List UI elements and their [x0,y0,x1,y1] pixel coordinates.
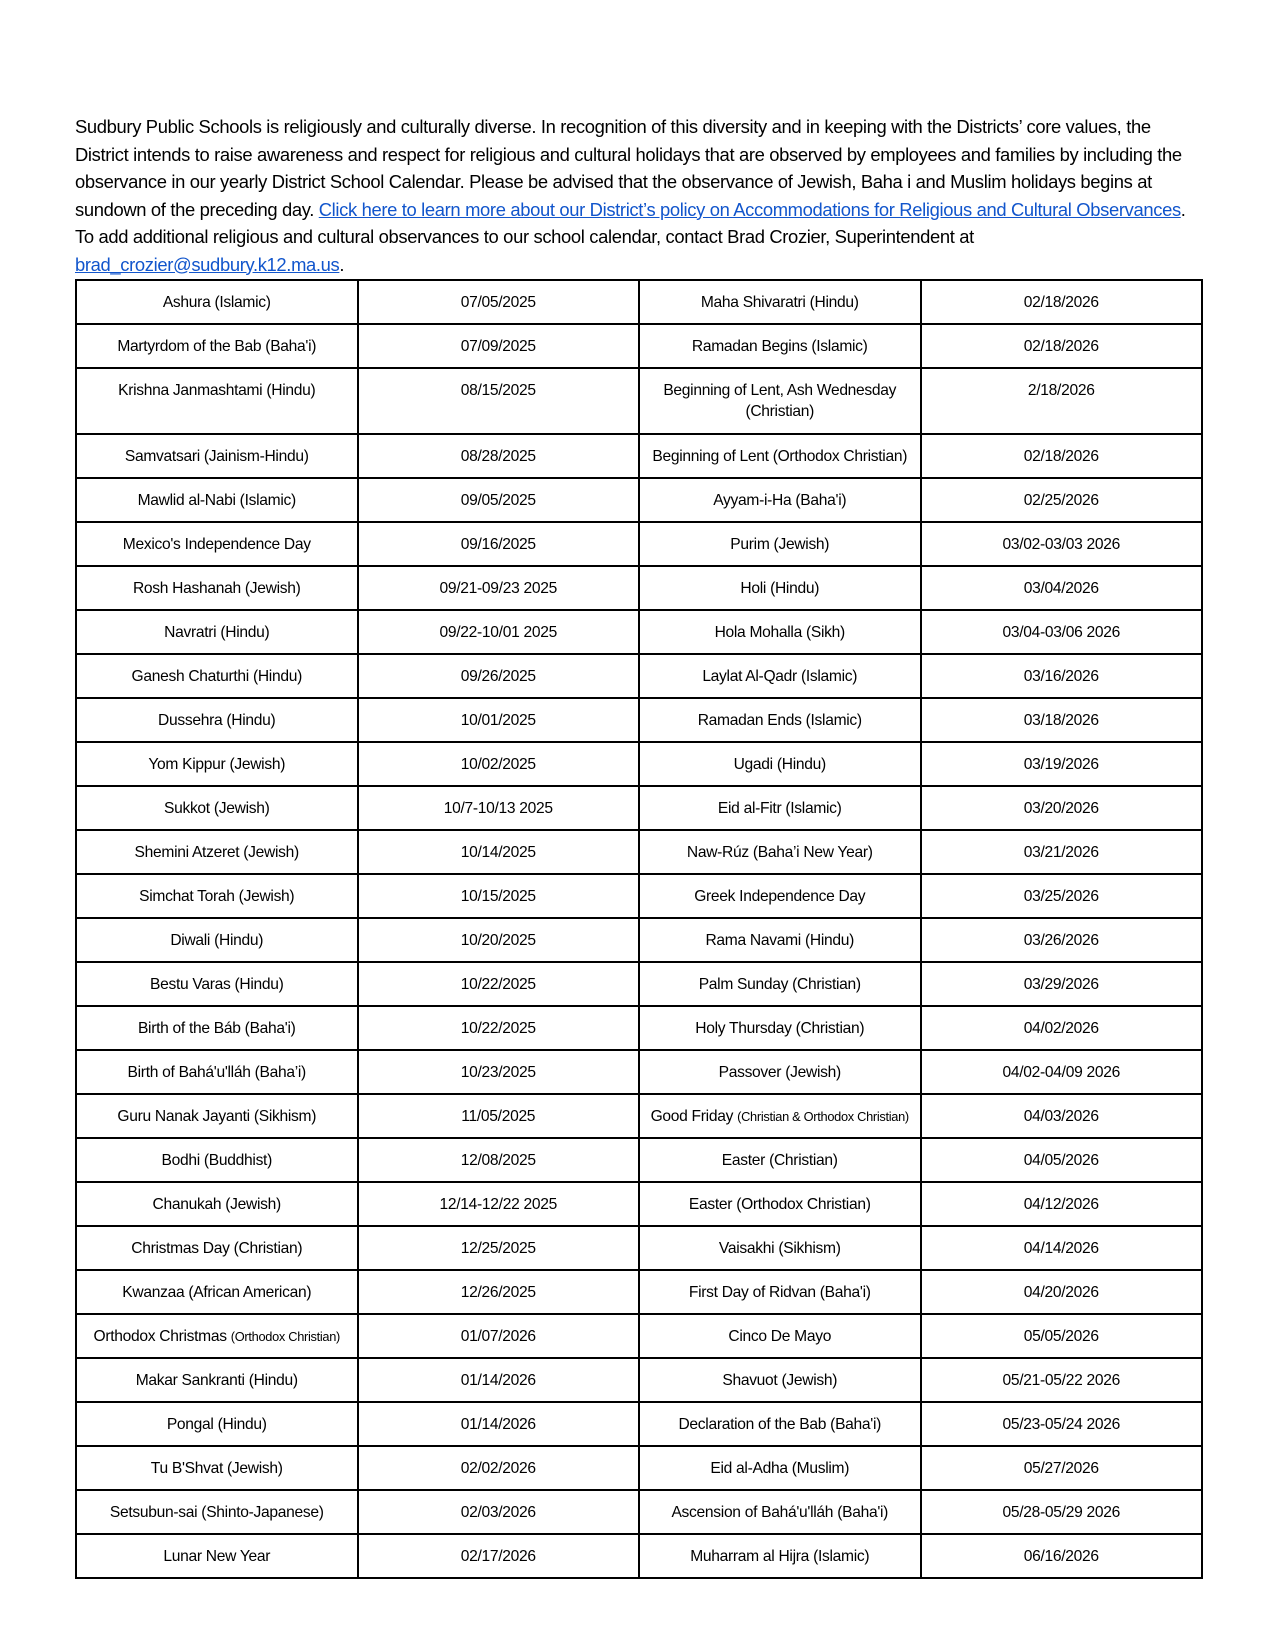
observance-name-cell [639,1094,921,1138]
observance-name-text: Samvatsari (Jainism-Hindu) [124,448,309,465]
observance-name-text: Orthodox Christmas [93,1328,227,1345]
observance-date-cell [921,280,1203,324]
observance-date-cell [921,962,1203,1006]
observance-date-cell [358,1314,640,1358]
observance-date-cell [358,280,640,324]
table-row [76,1050,1202,1094]
observance-name-text: Chanukah (Jewish) [152,1196,281,1213]
table-row [76,786,1202,830]
observance-date-cell [921,1270,1203,1314]
observance-date-text: 04/05/2026 [1023,1152,1099,1169]
observance-name-text: Laylat Al-Qadr (Islamic) [702,668,858,685]
observance-date-text: 09/26/2025 [460,668,536,685]
observance-name-text: Simchat Torah (Jewish) [139,888,295,905]
observance-date-text: 01/14/2026 [460,1416,536,1433]
observance-date-cell [358,478,640,522]
policy-link[interactable]: Click here to learn more about our District’s policy on Accommodations for Religious and Cultural Observances [318,198,1181,220]
observance-name-cell [76,478,358,522]
observance-name-text: Ashura (Islamic) [162,294,271,311]
table-row [76,566,1202,610]
observance-name-cell [76,368,358,434]
observance-name-text: Beginning of Lent (Orthodox Christian) [652,448,908,465]
observance-name-text: Sukkot (Jewish) [163,800,270,817]
observance-name-text: Diwali (Hindu) [170,932,264,949]
observance-date-text: 03/04/2026 [1023,580,1099,597]
table-row [76,830,1202,874]
observance-name-cell [76,1490,358,1534]
observance-date-cell [921,1314,1203,1358]
observance-name-text: Setsubun-sai (Shinto-Japanese) [109,1504,324,1521]
observance-name-text: Ayyam-i-Ha (Baha'i) [713,492,847,509]
observance-name-text: Rosh Hashanah (Jewish) [132,580,301,597]
observance-date-cell [358,918,640,962]
observance-name-text: Shemini Atzeret (Jewish) [134,844,299,861]
observance-date-text: 12/26/2025 [460,1284,536,1301]
table-row [76,1006,1202,1050]
observance-date-text: 10/02/2025 [460,756,536,773]
observance-name-cell [76,434,358,478]
observance-name-text: Muharram al Hijra (Islamic) [690,1548,870,1565]
observance-date-cell [921,522,1203,566]
observance-date-cell [921,1138,1203,1182]
observance-name-cell [76,522,358,566]
intro-text: Sudbury Public Schools is religiously and culturally diverse. In recognition of this diversity and in keeping with the Districts’ core values, the District intends to raise awareness and respect for religious and cultural holidays that are observed by employees and families by including the observance in our yearly District School Calendar. Please be advised that the observance of Jewish, Baha i and Muslim holidays begins at sundown of the preceding day. [75,116,1182,220]
observance-name-cell [76,1050,358,1094]
observance-name-cell [76,324,358,368]
intro-text-middle: . To add additional religious and cultural observances to our school calendar, contact Brad Crozier, Superintendent at [75,198,1186,247]
observance-name-text: Tu B'Shvat (Jewish) [150,1460,283,1477]
table-row [76,1358,1202,1402]
table-row [76,962,1202,1006]
observance-date-text: 10/14/2025 [460,844,536,861]
observance-date-text: 04/14/2026 [1023,1240,1099,1257]
observance-name-text: Ugadi (Hindu) [733,756,826,773]
observance-name-text: Hola Mohalla (Sikh) [714,624,845,641]
observance-date-cell [358,1050,640,1094]
observance-date-text: 07/09/2025 [460,338,536,355]
observance-name-cell [639,1270,921,1314]
observance-name-text: Dussehra (Hindu) [158,712,276,729]
observance-date-text: 10/7-10/13 2025 [443,800,553,817]
observance-name-cell [76,1314,358,1358]
observance-name-cell [76,742,358,786]
observance-name-text: Cinco De Mayo [728,1328,832,1345]
observance-date-text: 04/12/2026 [1023,1196,1099,1213]
observance-date-cell [921,1050,1203,1094]
observance-name-cell [639,368,921,434]
observance-name-cell [76,918,358,962]
table-row [76,654,1202,698]
observance-name-text: Bestu Varas (Hindu) [149,976,284,993]
observance-date-text: 04/02-04/09 2026 [1002,1064,1120,1081]
observance-name-cell [639,280,921,324]
observance-name-text: Eid al-Adha (Muslim) [710,1460,850,1477]
observance-name-text: Ganesh Chaturthi (Hindu) [131,668,302,685]
observance-name-cell [639,654,921,698]
observance-name-cell [76,962,358,1006]
observance-name-cell [639,478,921,522]
observance-name-text: Shavuot (Jewish) [722,1372,838,1389]
observance-date-cell [921,566,1203,610]
table-row [76,698,1202,742]
observance-date-text: 11/05/2025 [461,1108,536,1125]
observance-date-cell [358,1006,640,1050]
observance-date-text: 03/21/2026 [1023,844,1099,861]
observance-name-cell [76,1182,358,1226]
observance-name-cell [76,1534,358,1578]
observance-name-cell [639,610,921,654]
observance-name-cell [76,874,358,918]
observance-name-cell [639,786,921,830]
observance-date-cell [358,522,640,566]
observance-name-cell [76,654,358,698]
observances-table-body [76,280,1202,1578]
observance-name-cell [639,1402,921,1446]
observance-date-text: 07/05/2025 [460,294,536,311]
observance-name-cell [639,874,921,918]
observance-date-cell [358,1094,640,1138]
observance-date-text: 03/29/2026 [1023,976,1099,993]
observance-date-text: 10/15/2025 [460,888,536,905]
observance-date-cell [921,1182,1203,1226]
observance-name-text: Ascension of Bahá'u'lláh (Baha'i) [671,1504,889,1521]
observance-name-cell [639,1314,921,1358]
observance-date-cell [921,368,1203,434]
observance-date-text: 03/04-03/06 2026 [1002,624,1120,641]
observance-date-text: 09/21-09/23 2025 [439,580,557,597]
observance-date-text: 05/27/2026 [1023,1460,1099,1477]
observance-date-cell [921,1006,1203,1050]
observance-name-cell [76,1094,358,1138]
observance-date-text: 02/18/2026 [1023,294,1099,311]
observance-date-text: 03/20/2026 [1023,800,1099,817]
intro-paragraph [75,113,1205,278]
observance-date-text: 2/18/2026 [1027,382,1095,399]
observance-name-cell [76,280,358,324]
observance-name-text: Beginning of Lent, Ash Wednesday (Christian) [663,382,897,420]
observance-name-cell [639,1006,921,1050]
observance-date-cell [358,324,640,368]
observance-date-cell [358,1226,640,1270]
observance-name-cell [639,1226,921,1270]
observance-date-cell [921,324,1203,368]
observance-name-cell [76,610,358,654]
observance-name-cell [639,566,921,610]
observance-date-text: 02/03/2026 [460,1504,536,1521]
observance-name-cell [76,1402,358,1446]
observance-date-cell [921,1490,1203,1534]
observance-name-text: Palm Sunday (Christian) [698,976,861,993]
observance-date-cell [921,742,1203,786]
observance-name-text: Naw-Rúz (Baha’i New Year) [686,844,873,861]
observance-date-cell [358,434,640,478]
observance-name-text: Yom Kippur (Jewish) [148,756,286,773]
observance-name-cell [639,1182,921,1226]
observance-date-cell [358,1138,640,1182]
observance-name-cell [76,786,358,830]
observance-date-cell [921,1446,1203,1490]
observance-date-cell [921,1534,1203,1578]
observance-date-text: 01/14/2026 [460,1372,536,1389]
observance-date-text: 04/20/2026 [1023,1284,1099,1301]
observance-name-text: Eid al-Fitr (Islamic) [717,800,842,817]
observance-date-text: 10/20/2025 [460,932,536,949]
observance-date-text: 12/14-12/22 2025 [439,1196,557,1213]
observance-name-text: Ramadan Ends (Islamic) [697,712,862,729]
table-row [76,1138,1202,1182]
observance-date-cell [921,610,1203,654]
observance-date-cell [358,654,640,698]
observance-date-text: 03/26/2026 [1023,932,1099,949]
observance-name-text: Rama Navami (Hindu) [705,932,855,949]
table-row [76,368,1202,434]
observance-date-cell [358,1402,640,1446]
observance-name-cell [639,1050,921,1094]
observance-date-cell [921,874,1203,918]
observance-name-text: Martyrdom of the Bab (Baha'i) [117,338,317,355]
observance-date-cell [921,698,1203,742]
observance-name-cell [76,698,358,742]
observance-name-text: Purim (Jewish) [730,536,830,553]
observance-name-text: Ramadan Begins (Islamic) [691,338,868,355]
observance-name-text: Easter (Orthodox Christian) [688,1196,871,1213]
observance-name-text: Christmas Day (Christian) [131,1240,303,1257]
observance-date-cell [921,1226,1203,1270]
observance-date-text: 09/05/2025 [460,492,536,509]
observance-name-text: Good Friday [650,1108,734,1125]
observance-date-cell [921,1402,1203,1446]
observance-date-cell [358,786,640,830]
table-row [76,1402,1202,1446]
observance-name-cell [639,1446,921,1490]
observance-name-text: Pongal (Hindu) [166,1416,267,1433]
observance-date-text: 02/18/2026 [1023,338,1099,355]
observance-date-cell [921,830,1203,874]
observance-date-cell [358,1270,640,1314]
observance-name-text: First Day of Ridvan (Baha'i) [688,1284,871,1301]
observance-date-text: 10/22/2025 [460,976,536,993]
observance-date-cell [358,1182,640,1226]
observance-date-text: 03/18/2026 [1023,712,1099,729]
observance-note-text: (Orthodox Christian) [230,1329,341,1344]
observance-name-cell [76,830,358,874]
observance-date-text: 10/22/2025 [460,1020,536,1037]
observance-name-cell [639,918,921,962]
observance-name-cell [76,566,358,610]
observance-date-text: 08/28/2025 [460,448,536,465]
observance-name-cell [639,522,921,566]
observance-date-text: 05/23-05/24 2026 [1002,1416,1120,1433]
observance-date-cell [921,654,1203,698]
table-row [76,1226,1202,1270]
observance-name-cell [639,1534,921,1578]
observance-date-cell [358,368,640,434]
observance-name-cell [639,830,921,874]
observance-date-cell [358,566,640,610]
observance-date-text: 10/01/2025 [460,712,536,729]
observance-name-text: Holi (Hindu) [740,580,820,597]
observance-date-cell [921,1358,1203,1402]
observance-name-cell [76,1226,358,1270]
observance-name-cell [639,962,921,1006]
observance-date-cell [358,1446,640,1490]
observance-name-text: Birth of Bahá'u'lláh (Baha’i) [127,1064,306,1081]
table-row [76,434,1202,478]
observance-name-text: Guru Nanak Jayanti (Sikhism) [117,1108,317,1125]
observance-name-cell [639,434,921,478]
observance-date-text: 03/16/2026 [1023,668,1099,685]
table-row [76,522,1202,566]
observance-date-cell [358,962,640,1006]
observance-name-text: Navratri (Hindu) [164,624,270,641]
table-row [76,478,1202,522]
intro-text-end: . [339,253,345,275]
observance-date-text: 03/19/2026 [1023,756,1099,773]
table-row [76,324,1202,368]
observance-date-text: 02/18/2026 [1023,448,1099,465]
observance-date-text: 12/25/2025 [460,1240,536,1257]
observance-date-text: 01/07/2026 [460,1328,536,1345]
observance-name-text: Lunar New Year [163,1548,271,1565]
observance-name-text: Birth of the Báb (Baha'i) [137,1020,296,1037]
observance-date-cell [358,874,640,918]
observance-date-text: 04/03/2026 [1023,1108,1099,1125]
observance-name-cell [639,324,921,368]
observance-date-text: 03/25/2026 [1023,888,1099,905]
observances-table [75,279,1203,1579]
observance-date-cell [358,610,640,654]
table-row [76,1446,1202,1490]
observance-date-text: 02/02/2026 [460,1460,536,1477]
observance-name-cell [639,1490,921,1534]
table-row [76,1490,1202,1534]
observance-date-cell [358,1490,640,1534]
observance-name-cell [639,1138,921,1182]
observance-name-cell [76,1138,358,1182]
observance-name-text: Mexico's Independence Day [122,536,311,553]
table-row [76,874,1202,918]
observance-date-text: 02/25/2026 [1023,492,1099,509]
observance-date-text: 04/02/2026 [1023,1020,1099,1037]
observance-date-text: 09/22-10/01 2025 [439,624,557,641]
observance-name-cell [76,1446,358,1490]
observance-date-text: 12/08/2025 [460,1152,536,1169]
observance-date-text: 05/28-05/29 2026 [1002,1504,1120,1521]
observance-date-cell [921,918,1203,962]
observance-date-cell [358,1534,640,1578]
observance-name-text: Maha Shivaratri (Hindu) [700,294,859,311]
table-row [76,280,1202,324]
observance-name-text: Mawlid al-Nabi (Islamic) [137,492,296,509]
observance-name-text: Bodhi (Buddhist) [161,1152,272,1169]
observance-name-cell [76,1270,358,1314]
observance-date-text: 05/21-05/22 2026 [1002,1372,1120,1389]
table-row [76,1314,1202,1358]
observance-name-cell [76,1358,358,1402]
observance-name-cell [639,1358,921,1402]
observance-name-text: Easter (Christian) [721,1152,838,1169]
observance-name-cell [639,742,921,786]
observance-date-cell [921,1094,1203,1138]
observance-name-text: Krishna Janmashtami (Hindu) [118,382,316,399]
observance-name-cell [639,698,921,742]
observance-name-cell [76,1006,358,1050]
observance-note-text: (Christian & Orthodox Christian) [737,1109,909,1124]
observance-name-text: Declaration of the Bab (Baha'i) [678,1416,882,1433]
table-row [76,1182,1202,1226]
observance-name-text: Vaisakhi (Sikhism) [718,1240,841,1257]
observance-date-text: 10/23/2025 [460,1064,536,1081]
table-row [76,1534,1202,1578]
table-row [76,1270,1202,1314]
observance-date-cell [358,830,640,874]
observance-date-cell [921,786,1203,830]
observance-date-cell [358,742,640,786]
observance-date-cell [358,1358,640,1402]
observance-date-cell [358,698,640,742]
observance-name-text: Kwanzaa (African American) [122,1284,312,1301]
table-row [76,918,1202,962]
observance-date-cell [921,434,1203,478]
observance-date-text: 09/16/2025 [460,536,536,553]
observance-date-cell [921,478,1203,522]
observance-name-text: Greek Independence Day [694,888,866,905]
observance-date-text: 08/15/2025 [460,382,536,399]
observance-date-text: 03/02-03/03 2026 [1002,536,1120,553]
table-row [76,742,1202,786]
observance-name-text: Holy Thursday (Christian) [695,1020,865,1037]
observance-name-text: Passover (Jewish) [718,1064,841,1081]
table-row [76,610,1202,654]
observance-date-text: 05/05/2026 [1023,1328,1099,1345]
observance-date-text: 02/17/2026 [460,1548,536,1565]
observance-name-text: Makar Sankranti (Hindu) [135,1372,298,1389]
table-row [76,1094,1202,1138]
observance-date-text: 06/16/2026 [1023,1548,1099,1565]
email-link[interactable]: brad_crozier@sudbury.k12.ma.us [75,253,340,275]
